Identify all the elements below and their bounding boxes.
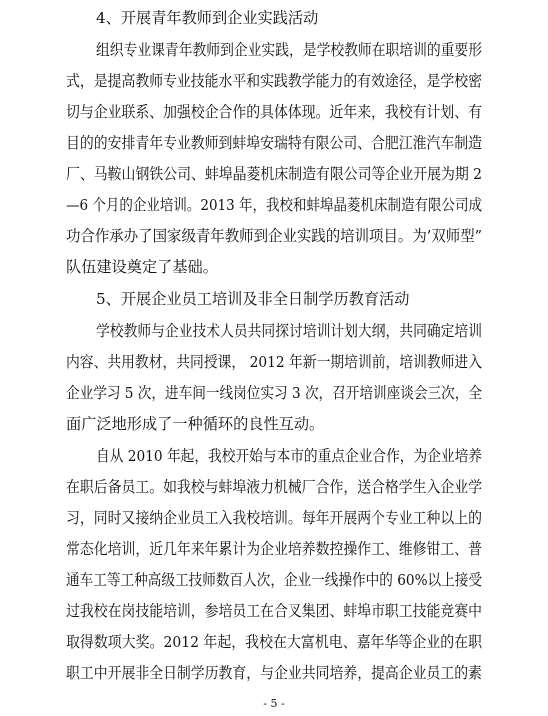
line-text: 自从 2010 年起，我校开始与本市的重点企业合作，为企业培养 — [96, 447, 482, 465]
line-text: —6 个月的企业培训。2013 年，我校和蚌埠晶菱机床制造有限公司成 — [66, 196, 482, 214]
line-text: 常态化培训，近几年来年累计为企业培养数控操作工、维修钳工、普 — [66, 540, 482, 558]
line-text: 功合作承办了国家级青年教师到企业实践的培训项目。为’双师型” — [66, 227, 482, 245]
line-text: 切与企业联系、加强校企合作的具体体现。近年来，我校有计划、有 — [66, 103, 482, 121]
line-text: 学校教师与企业技术人员共同探讨培训计划大纲，共同确定培训 — [96, 322, 482, 340]
heading-text: 5、开展企业员工培训及非全日制学历教育活动 — [96, 290, 410, 308]
line-text: 内容、共用教材，共同授课， 2012 年新一期培训前，培训教师进入 — [66, 353, 482, 371]
line-text: 厂、马鞍山钢铁公司、蚌埠晶菱机床制造有限公司等企业开展为期 2 — [66, 165, 482, 183]
line-text: 习，同时又接纳企业员工入我校培训。每年开展两个专业工种以上的 — [66, 509, 482, 527]
line-text: 在职后备员工。如我校与蚌埠液力机械厂合作，送合格学生入企业学 — [66, 478, 482, 496]
line-text: 目的的安排青年专业教师到蚌埠安瑞特有限公司、合肥江淮汽车制造 — [66, 134, 482, 152]
line-text: 取得数项大奖。2012 年起，我校在大富机电、嘉年华等企业的在职 — [66, 633, 482, 651]
line-text: 式，是提高教师专业技能水平和实践教学能力的有效途径，是学校密 — [66, 72, 482, 90]
page-number: - 5 - — [263, 697, 285, 710]
line-text: 队伍建设奠定了基础。 — [66, 258, 218, 276]
line-text: 企业学习 5 次，进车间一线岗位实习 3 次，召开培训座谈会三次，全 — [66, 384, 482, 402]
line-text: 组织专业课青年教师到企业实践，是学校教师在职培训的重要形 — [96, 41, 482, 59]
line-text: 过我校在岗技能培训，参培员工在合叉集团、蚌埠市职工技能竞赛中 — [66, 602, 482, 620]
heading-text: 4、开展青年教师到企业实践活动 — [96, 9, 319, 27]
line-text: 职工中开展非全日制学历教育，与企业共同培养，提高企业员工的素 — [66, 664, 482, 682]
line-text: 面广泛地形成了一种循环的良性互动。 — [66, 415, 325, 433]
line-text: 通车工等工种高级工技师数百人次，企业一线操作中的 60%以上接受 — [66, 571, 482, 589]
